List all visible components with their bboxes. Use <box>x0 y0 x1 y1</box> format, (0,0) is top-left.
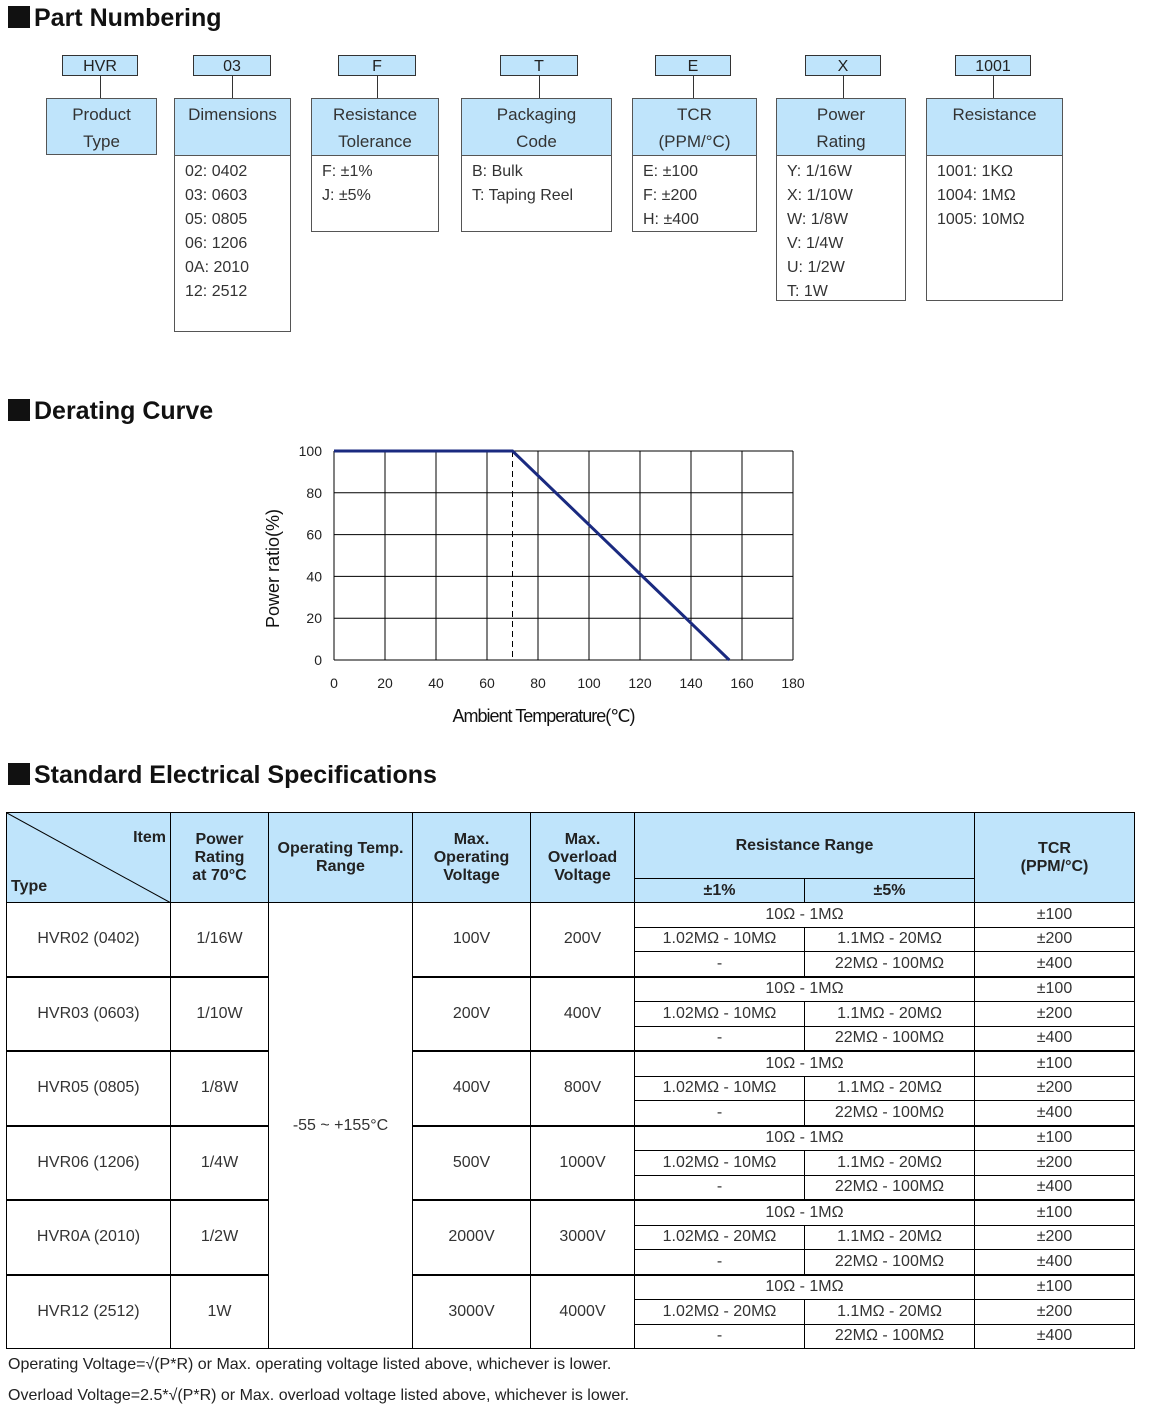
resistance-5pct-cell: 1.1MΩ - 20MΩ <box>805 1076 975 1101</box>
type-cell: HVR03 (0603) <box>7 977 171 1052</box>
header-line: TCR <box>1038 839 1071 857</box>
header-line: Max. <box>564 830 601 848</box>
table-row <box>7 1275 1135 1300</box>
max-operating-voltage-cell: 3000V <box>413 1275 531 1349</box>
power-rating-header <box>171 813 269 903</box>
table-row <box>7 1200 1135 1225</box>
x-tick-label: 160 <box>730 675 754 691</box>
part-field-header <box>927 99 1062 156</box>
resistance-1pct-cell: - <box>635 1250 805 1275</box>
header-line: Operating <box>433 848 510 866</box>
header-line: Voltage <box>554 866 611 884</box>
part-option-item: 1005: 10MΩ <box>937 211 1025 228</box>
power-rating-cell: 1/8W <box>171 1051 269 1126</box>
part-field-header-line: TCR <box>677 105 712 124</box>
type-cell: HVR02 (0402) <box>7 903 171 977</box>
part-field-block <box>926 98 1063 301</box>
part-field-options <box>175 156 290 308</box>
tcr-cell: ±200 <box>975 1076 1135 1101</box>
resistance-5pct-cell: 22MΩ - 100MΩ <box>805 952 975 977</box>
x-tick-label: 0 <box>330 675 338 691</box>
tcr-cell: ±100 <box>975 1051 1135 1076</box>
resistance-range-cell: 10Ω - 1MΩ <box>635 1126 975 1151</box>
resistance-5pct-cell: 1.1MΩ - 20MΩ <box>805 1151 975 1176</box>
x-tick-label: 40 <box>428 675 444 691</box>
resistance-5pct-cell: 22MΩ - 100MΩ <box>805 1324 975 1349</box>
derating-chart <box>250 435 830 735</box>
max-overload-voltage-cell: 3000V <box>531 1200 635 1275</box>
resistance-5pct-cell: 1.1MΩ - 20MΩ <box>805 1225 975 1250</box>
part-field-header-line: Resistance <box>332 105 418 124</box>
header-line: (PPM/°C) <box>1020 857 1089 875</box>
derating-series-line <box>334 451 729 660</box>
item-label: Item <box>133 829 166 846</box>
part-option-item: T: 1W <box>787 283 828 300</box>
part-option-item: J: ±5% <box>322 187 371 204</box>
part-field-header-line: Product <box>72 105 131 124</box>
specs-title: Standard Electrical Specifications <box>34 761 437 789</box>
tolerance-5-header: ±5% <box>805 879 975 903</box>
part-code-box: X <box>805 55 881 76</box>
derating-heading <box>8 397 213 426</box>
y-tick-label: 40 <box>306 568 322 585</box>
x-axis-label: Ambient Temperature(℃) <box>452 706 635 726</box>
header-line: Power <box>195 830 244 848</box>
part-code-box: 1001 <box>955 55 1031 76</box>
x-tick-label: 80 <box>530 675 546 691</box>
x-tick-label: 60 <box>479 675 495 691</box>
header-line: Voltage <box>443 866 500 884</box>
tcr-cell: ±400 <box>975 1175 1135 1200</box>
part-field-options <box>312 156 438 212</box>
part-field-header-line: Code <box>516 132 557 151</box>
y-axis-label: Power ratio(%) <box>263 508 283 629</box>
part-option-item: 05: 0805 <box>185 211 248 228</box>
part-field-header <box>312 99 438 156</box>
resistance-1pct-cell: 1.02MΩ - 10MΩ <box>635 1151 805 1176</box>
max-operating-voltage-cell: 200V <box>413 977 531 1052</box>
table-row <box>7 1126 1135 1151</box>
resistance-1pct-cell: - <box>635 952 805 977</box>
part-option-item: 03: 0603 <box>185 187 248 204</box>
max-overload-voltage-header <box>531 813 635 903</box>
part-field-block <box>174 98 291 332</box>
part-option-item: E: ±100 <box>643 163 699 180</box>
part-field-header <box>777 99 905 156</box>
part-field-block <box>461 98 612 232</box>
part-field-header-line: Type <box>83 132 120 151</box>
resistance-1pct-cell: 1.02MΩ - 10MΩ <box>635 1002 805 1027</box>
max-overload-voltage-cell: 800V <box>531 1051 635 1126</box>
table-row <box>7 1051 1135 1076</box>
square-bullet-icon <box>8 763 30 785</box>
part-field-options <box>462 156 611 212</box>
tcr-cell: ±100 <box>975 1275 1135 1300</box>
resistance-range-cell: 10Ω - 1MΩ <box>635 1200 975 1225</box>
resistance-1pct-cell: 1.02MΩ - 20MΩ <box>635 1225 805 1250</box>
power-rating-cell: 1/16W <box>171 903 269 977</box>
resistance-5pct-cell: 22MΩ - 100MΩ <box>805 1175 975 1200</box>
resistance-range-cell: 10Ω - 1MΩ <box>635 977 975 1002</box>
type-cell: HVR06 (1206) <box>7 1126 171 1201</box>
derating-title: Derating Curve <box>34 397 214 425</box>
resistance-5pct-cell: 22MΩ - 100MΩ <box>805 1250 975 1275</box>
part-option-item: T: Taping Reel <box>472 187 574 204</box>
overload-voltage-note: Overload Voltage=2.5*√(P*R) or Max. overload voltage listed above, whichever is lower. <box>8 1387 630 1404</box>
connector-line <box>993 76 994 98</box>
max-overload-voltage-cell: 1000V <box>531 1126 635 1201</box>
x-tick-label: 140 <box>679 675 703 691</box>
y-tick-label: 100 <box>298 443 322 459</box>
item-type-header <box>7 813 171 903</box>
resistance-range-cell: 10Ω - 1MΩ <box>635 1275 975 1300</box>
connector-line <box>539 76 540 98</box>
part-field-header-line: Dimensions <box>188 105 277 124</box>
max-overload-voltage-cell: 400V <box>531 977 635 1052</box>
tcr-cell: ±100 <box>975 1200 1135 1225</box>
tcr-cell: ±400 <box>975 1026 1135 1051</box>
spec-table <box>6 812 1135 1349</box>
type-cell: HVR12 (2512) <box>7 1275 171 1349</box>
part-option-item: 02: 0402 <box>185 163 248 180</box>
max-overload-voltage-cell: 4000V <box>531 1275 635 1349</box>
tcr-cell: ±100 <box>975 977 1135 1002</box>
max-operating-voltage-cell: 400V <box>413 1051 531 1126</box>
tcr-cell: ±100 <box>975 903 1135 928</box>
part-option-item: X: 1/10W <box>787 187 853 204</box>
part-option-item: 12: 2512 <box>185 283 248 300</box>
tcr-cell: ±400 <box>975 1324 1135 1349</box>
part-option-item: 06: 1206 <box>185 235 248 252</box>
part-option-item: 1001: 1KΩ <box>937 163 1014 180</box>
connector-line <box>693 76 694 98</box>
part-field-header-line: Rating <box>816 132 866 151</box>
square-bullet-icon <box>8 399 30 421</box>
tcr-header <box>975 813 1135 903</box>
part-option-item: Y: 1/16W <box>787 163 852 180</box>
resistance-1pct-cell: 1.02MΩ - 20MΩ <box>635 1300 805 1325</box>
part-option-item: V: 1/4W <box>787 235 844 252</box>
part-numbering-title: Part Numbering <box>34 4 222 32</box>
part-code-box: F <box>338 55 416 76</box>
operating-temp-cell: -55 ~ +155°C <box>269 903 413 1349</box>
tcr-cell: ±200 <box>975 1002 1135 1027</box>
power-rating-cell: 1/2W <box>171 1200 269 1275</box>
resistance-1pct-cell: - <box>635 1101 805 1126</box>
tcr-cell: ±200 <box>975 927 1135 952</box>
header-line: Operating Temp. <box>277 839 404 857</box>
part-field-options <box>633 156 756 236</box>
tcr-cell: ±200 <box>975 1225 1135 1250</box>
tcr-cell: ±100 <box>975 1126 1135 1151</box>
operating-temp-header <box>269 813 413 903</box>
header-line: at 70°C <box>192 866 247 884</box>
resistance-1pct-cell: - <box>635 1324 805 1349</box>
table-row <box>7 903 1135 928</box>
connector-line <box>377 76 378 98</box>
part-code-box: E <box>655 55 731 76</box>
resistance-5pct-cell: 22MΩ - 100MΩ <box>805 1101 975 1126</box>
part-field-header <box>175 99 290 156</box>
part-field-header <box>47 99 156 154</box>
resistance-range-header: Resistance Range <box>635 813 975 879</box>
part-code-box: 03 <box>193 55 271 76</box>
resistance-1pct-cell: - <box>635 1175 805 1200</box>
part-field-block <box>632 98 757 232</box>
resistance-5pct-cell: 1.1MΩ - 20MΩ <box>805 927 975 952</box>
part-option-item: 1004: 1MΩ <box>937 187 1016 204</box>
type-cell: HVR05 (0805) <box>7 1051 171 1126</box>
operating-voltage-note: Operating Voltage=√(P*R) or Max. operating voltage listed above, whichever is lower. <box>8 1356 612 1373</box>
y-tick-label: 20 <box>306 610 322 627</box>
part-field-options <box>777 156 905 308</box>
part-field-block <box>311 98 439 232</box>
max-operating-voltage-cell: 2000V <box>413 1200 531 1275</box>
part-field-header-line: Packaging <box>496 105 577 124</box>
part-option-item: H: ±400 <box>643 211 699 228</box>
tcr-cell: ±400 <box>975 1101 1135 1126</box>
tcr-cell: ±400 <box>975 1250 1135 1275</box>
part-field-block <box>46 98 157 155</box>
header-line: Range <box>316 857 365 875</box>
part-option-item: F: ±1% <box>322 163 373 180</box>
y-tick-label: 60 <box>306 526 322 543</box>
square-bullet-icon <box>8 6 30 28</box>
max-operating-voltage-header <box>413 813 531 903</box>
header-line: Max. <box>453 830 490 848</box>
type-label: Type <box>11 878 48 895</box>
resistance-5pct-cell: 1.1MΩ - 20MΩ <box>805 1300 975 1325</box>
resistance-5pct-cell: 22MΩ - 100MΩ <box>805 1026 975 1051</box>
connector-line <box>232 76 233 98</box>
resistance-1pct-cell: 1.02MΩ - 10MΩ <box>635 1076 805 1101</box>
connector-line <box>843 76 844 98</box>
tolerance-1-header: ±1% <box>635 879 805 903</box>
x-tick-label: 120 <box>628 675 652 691</box>
resistance-range-cell: 10Ω - 1MΩ <box>635 903 975 928</box>
resistance-1pct-cell: - <box>635 1026 805 1051</box>
y-tick-label: 80 <box>306 484 322 501</box>
power-rating-cell: 1/10W <box>171 977 269 1052</box>
table-row <box>7 977 1135 1002</box>
tcr-cell: ±400 <box>975 952 1135 977</box>
part-field-header-line: Resistance <box>952 105 1037 124</box>
part-option-item: 0A: 2010 <box>185 259 250 276</box>
part-option-item: W: 1/8W <box>787 211 849 228</box>
part-field-header-line: Power <box>816 105 866 124</box>
part-field-header-line: Tolerance <box>338 132 412 151</box>
specs-heading <box>8 761 437 790</box>
power-rating-cell: 1W <box>171 1275 269 1349</box>
tcr-cell: ±200 <box>975 1151 1135 1176</box>
part-field-options <box>927 156 1062 236</box>
max-operating-voltage-cell: 100V <box>413 903 531 977</box>
part-option-item: U: 1/2W <box>787 259 845 276</box>
max-overload-voltage-cell: 200V <box>531 903 635 977</box>
part-option-item: B: Bulk <box>472 163 523 180</box>
header-line: Rating <box>194 848 245 866</box>
y-tick-label: 0 <box>314 652 322 668</box>
resistance-5pct-cell: 1.1MΩ - 20MΩ <box>805 1002 975 1027</box>
part-code-box: T <box>500 55 578 76</box>
part-field-header-line: (PPM/°C) <box>658 132 731 151</box>
max-operating-voltage-cell: 500V <box>413 1126 531 1201</box>
x-tick-label: 180 <box>781 675 805 691</box>
resistance-1pct-cell: 1.02MΩ - 10MΩ <box>635 927 805 952</box>
part-field-block <box>776 98 906 301</box>
part-numbering-heading <box>8 4 222 33</box>
power-rating-cell: 1/4W <box>171 1126 269 1201</box>
header-line: Overload <box>547 848 618 866</box>
type-cell: HVR0A (2010) <box>7 1200 171 1275</box>
part-option-item: F: ±200 <box>643 187 698 204</box>
part-field-header <box>633 99 756 156</box>
x-tick-label: 100 <box>577 675 601 691</box>
resistance-range-cell: 10Ω - 1MΩ <box>635 1051 975 1076</box>
connector-line <box>100 76 101 98</box>
tcr-cell: ±200 <box>975 1300 1135 1325</box>
part-field-header <box>462 99 611 156</box>
part-code-box: HVR <box>62 55 138 76</box>
x-tick-label: 20 <box>377 675 393 691</box>
